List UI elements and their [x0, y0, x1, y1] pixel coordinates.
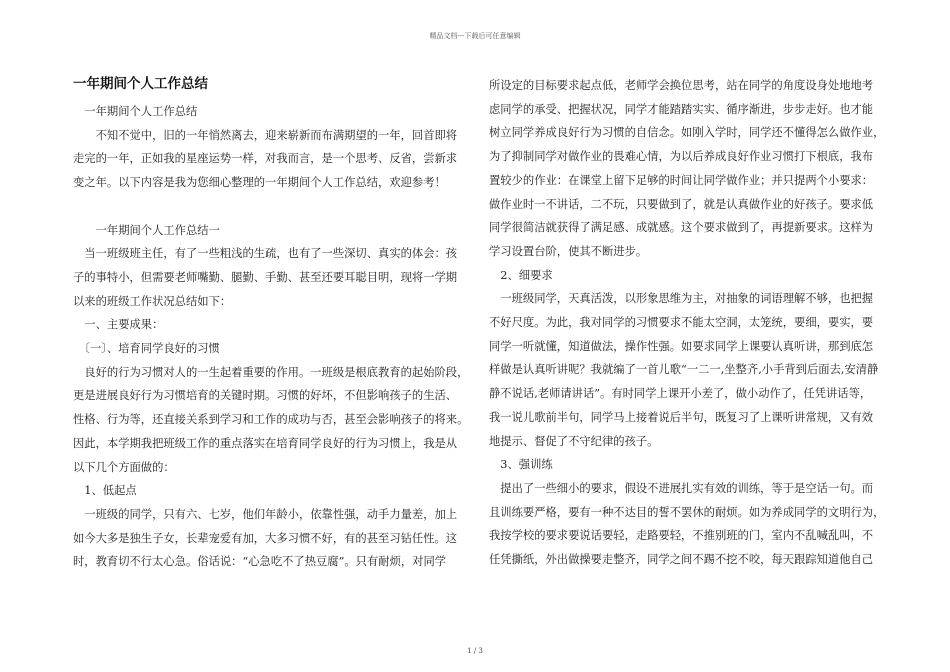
text-line: 任凭撕纸，外出做操要走整齐，同学之间不踢不挖不咬，每天跟踪知道他自己: [489, 553, 874, 567]
text-line: 良好的行为习惯对人的一生起着重要的作用。一班级是根底教育的起始阶段，: [73, 365, 469, 379]
text-line: 以来的班级工作状况总结如下：: [73, 294, 232, 308]
text-line: 所设定的目标要求起点低，老师学会换位思考，站在同学的角度设身处地地考: [489, 79, 874, 92]
text-line: [73, 195, 459, 219]
text-line: 一、主要成果：: [73, 318, 164, 332]
text-line: 更是进展良好行为习惯培育的关键时期。习惯的好坏，不但影响孩子的生活、: [73, 389, 458, 403]
text-line: 子的事特小，但需要老师嘴勤、腿勤、手勤、甚至还要耳聪目明，现将一学期: [73, 270, 458, 284]
text-line: 我一说儿歌前半句，同学马上接着说后半句，既复习了上课听讲常规，又有效: [489, 410, 874, 424]
text-line: 树立同学养成良好行为习惯的自信念。如刚入学时，同学还不懂得怎么做作业，: [489, 126, 885, 140]
text-line: 2、细要求: [489, 268, 553, 282]
text-line: 同学很简洁就获得了满足感、成就感。这个要求做到了，再提新要求。这样为: [489, 221, 874, 235]
text-line: 因此，本学期我把班级工作的重点落实在培育同学良好的行为习惯上，我是从: [73, 436, 458, 450]
text-line: 样做是认真听讲呢？我就编了一首儿歌“一二一,坐整齐,小手背到后面去,安清静: [489, 363, 879, 377]
text-line: 变之年。以下内容是我为您细心整理的一年期间个人工作总结，欢迎参考！: [73, 176, 446, 190]
text-line: 提出了一些细小的要求，假设不进展扎实有效的训练，等于是空话一句。而: [489, 481, 874, 495]
text-line: 3、强训练: [489, 458, 553, 472]
text-line: 以下几个方面做的：: [73, 460, 175, 474]
text-line: 时，教育切不行太心急。俗话说：“心急吃不了热豆腐”。只有耐烦，对同学: [73, 555, 447, 569]
left-column: [73, 74, 469, 574]
text-line: 一班级的同学，只有六、七岁，他们年龄小，依靠性强，动手力量差，加上: [73, 507, 458, 521]
text-line: 做作业时一不讲话，二不玩，只要做到了，就是认真做作业的好孩子。要求低: [489, 197, 874, 211]
text-line: 当一班级班主任，有了一些粗浅的生疏，也有了一些深切、真实的体会：孩: [73, 247, 458, 261]
right-column: [489, 74, 885, 572]
text-line: 静不说话,老师请讲话”。有时同学上课开小差了，做小动作了，任凭讲话等，: [489, 387, 872, 401]
left-text-body: [73, 100, 469, 574]
text-line: 一年期间个人工作总结: [73, 105, 198, 118]
right-text-body: [489, 74, 885, 572]
text-line: 地提示、督促了不守纪律的孩子。: [489, 434, 659, 448]
page-header: 精品文档---下载后可任意编辑: [429, 32, 521, 40]
text-line: 一年期间个人工作总结一: [73, 223, 220, 237]
text-line: 一班级同学，天真活泼，以形象思维为主，对抽象的词语理解不够，也把握: [489, 292, 874, 306]
text-line: 走完的一年，正如我的星座运势一样，对我而言，是一个思考、反省，尝新求: [73, 152, 458, 166]
page-number: 1 / 3: [467, 647, 483, 655]
text-line: 且训练要严格，要有一种不达目的誓不罢休的耐烦。如为养成同学的文明行为，: [489, 505, 885, 519]
text-line: 同学一听就懂，知道做法，操作性强。如要求同学上课要认真听讲，那到底怎: [489, 339, 874, 353]
text-line: 〔一〕、培育同学良好的习惯: [73, 342, 220, 356]
text-line: 不好尺度。为此，我对同学的习惯要求不能太空洞，太笼统，要细，要实，要: [489, 316, 874, 330]
text-line: 如今大多是独生子女，长辈宠爱有加，大多习惯不好，有的甚至习钻任性。这: [73, 531, 458, 545]
text-line: 为了抑制同学对做作业的畏难心情，为以后养成良好作业习惯打下根底，我布: [489, 150, 874, 164]
text-line: 1、低起点: [73, 484, 137, 498]
text-line: 学习设置台阶，使其不断进步。: [489, 244, 648, 258]
document-title: 一年期间个人工作总结: [73, 76, 208, 92]
text-line: 置较少的作业：在课堂上留下足够的时间让同学做作业；并只提两个小要求：: [489, 173, 874, 187]
text-line: 虑同学的承受、把握状况，同学才能踏踏实实、循序渐进，步步走好。也才能: [489, 102, 874, 116]
text-line: 我按学校的要求要说话要轻，走路要轻，不推别班的门，室内不乱喊乱叫，不: [489, 529, 874, 543]
text-line: 性格、行为等，还直接关系到学习和工作的成功与否，甚至会影响孩子的将来。: [73, 413, 469, 427]
text-line: 不知不觉中，旧的一年悄然离去，迎来崭新而布满期望的一年，回首即将: [73, 128, 458, 142]
